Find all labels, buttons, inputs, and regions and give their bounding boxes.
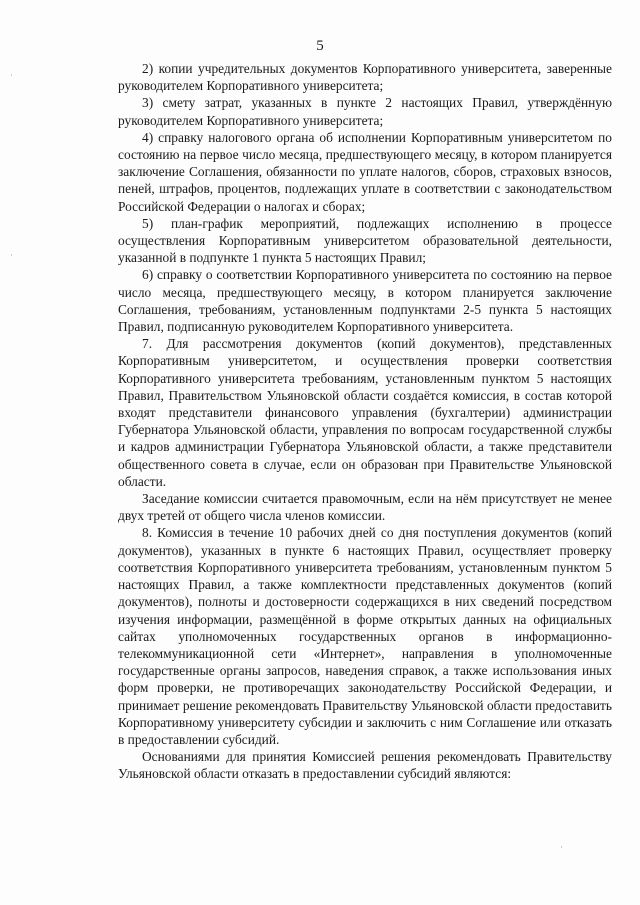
document-body (118, 60, 612, 783)
paragraph-clause-8: 8. Комиссия в течение 10 рабочих дней со дня поступления документов (копий документов), указанных в пункте 6 настоящих Правил, осуществляет проверку соответствия Корпоративного университета требованиям, установленным пунктом 5 настоящих Правил, а также комплектности представленных документов (копий документов), полноты и достоверности содержащихся в них сведений посредством изучения информации, размещённой в форме открытых данных на официальных сайтах уполномоченных государственных органов в информационно-телекоммуникационной сети «Интернет», направления в уполномоченные государственные органы запросов, наведения справок, а также использования иных форм проверки, не противоречащих законодательству Российской Федерации, и принимает решение рекомендовать Правительству Ульяновской области предоставить Корпоративному университету субсидии и заключить с ним Соглашение или отказать в предоставлении субсидий. (118, 525, 612, 747)
paragraph-item-4: 4) справку налогового органа об исполнении Корпоративным университетом по состоянию на первое число месяца, предшествующего месяцу, в котором планируется заключение Соглашения, обязанности по уплате налогов, сборов, страховых взносов, пеней, штрафов, процентов, подлежащих уплате в соответствии с законодательством Российской Федерации о налогах и сборах; (118, 129, 612, 214)
paragraph-quorum: Заседание комиссии считается правомочным, если на нём присутствует не менее двух третей от общего числа членов комиссии. (118, 491, 612, 524)
scan-speck: · (10, 70, 13, 80)
paragraph-item-5: 5) план-график мероприятий, подлежащих исполнению в процессе осуществления Корпоративным университетом образовательной деятельности, указанной в подпункте 1 пункта 5 настоящих Правил; (118, 215, 612, 266)
paragraph-item-6: 6) справку о соответствии Корпоративного университета по состоянию на первое число месяца, предшествующего месяцу, в котором планируется заключение Соглашения, требованиям, установленным подпунктами 2-5 пункта 5 настоящих Правил, подписанную руководителем Корпоративного университета. (118, 267, 612, 335)
page-number: 5 (316, 38, 324, 54)
scan-speck: · (560, 842, 563, 852)
paragraph-item-3: 3) смету затрат, указанных в пункте 2 настоящих Правил, утверждённую руководителем Корпоративного университета; (118, 95, 612, 128)
paragraph-clause-7: 7. Для рассмотрения документов (копий документов), представленных Корпоративным университетом, и осуществления проверки соответствия Корпоративного университета требованиям, установленным пунктом 5 настоящих Правил, Правительством Ульяновской области создаётся комиссия, в состав которой входят представители финансового управления (бухгалтерии) администрации Губернатора Ульяновской области, управления по вопросам государственной службы и кадров администрации Губернатора Ульяновской области, а также представители общественного совета в случае, если он образован при Правительстве Ульяновской области. (118, 336, 612, 489)
paragraph-item-2: 2) копии учредительных документов Корпоративного университета, заверенные руководителем Корпоративного университета; (118, 61, 612, 94)
scan-speck: · (10, 250, 13, 260)
paragraph-grounds: Основаниями для принятия Комиссией решения рекомендовать Правительству Ульяновской области отказать в предоставлении субсидий являются: (118, 749, 612, 782)
